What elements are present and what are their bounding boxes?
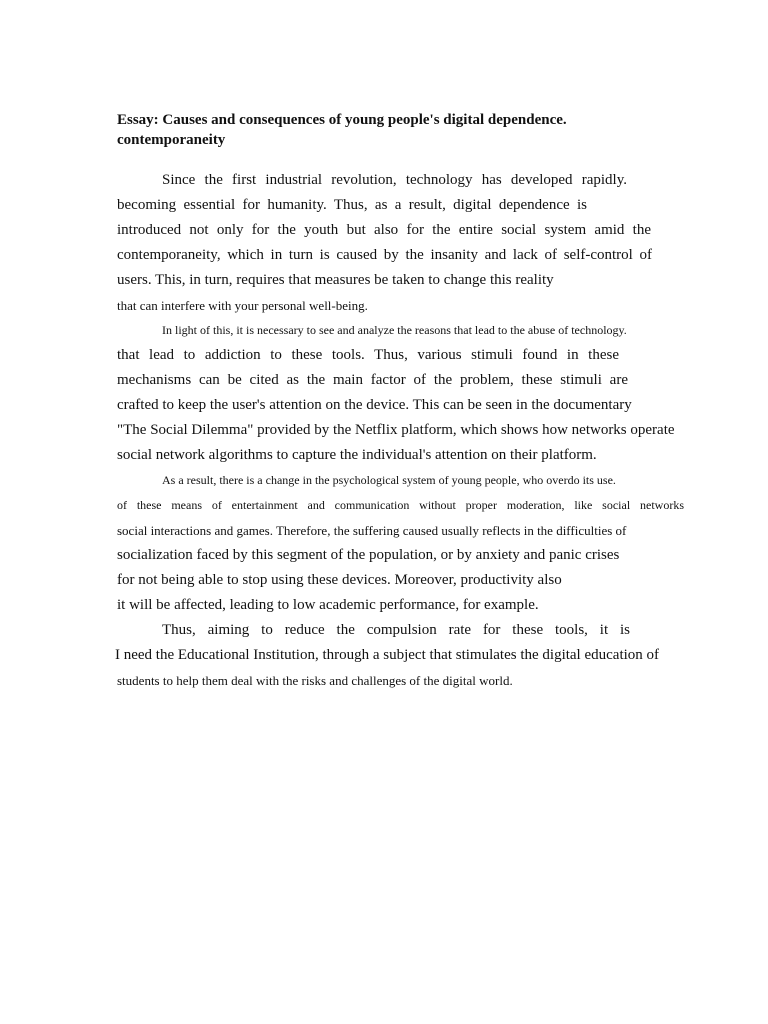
title-line-1: Essay: Causes and consequences of young people's digital dependence. xyxy=(117,112,567,128)
text-line: Thus, aiming to reduce the compulsion rate for these tools, it is xyxy=(162,622,630,638)
essay-title xyxy=(117,110,717,150)
title-line-2: contemporaneity xyxy=(117,132,226,148)
text-line: "The Social Dilemma" provided by the Netflix platform, which shows how networks operate xyxy=(117,422,675,438)
text-line: it will be affected, leading to low academic performance, for example. xyxy=(117,597,539,613)
text-line: that lead to addiction to these tools. Thus, various stimuli found in these xyxy=(117,347,619,363)
text-line: mechanisms can be cited as the main factor of the problem, these stimuli are xyxy=(117,372,628,388)
text-line: introduced not only for the youth but also for the entire social system amid the xyxy=(117,222,651,238)
text-line: I need the Educational Institution, through a subject that stimulates the digital education of xyxy=(115,647,660,663)
text-line: contemporaneity, which in turn is caused by the insanity and lack of self-control of xyxy=(117,247,652,263)
text-line: socialization faced by this segment of the population, or by anxiety and panic crises xyxy=(117,547,620,563)
text-line: students to help them deal with the risks and challenges of the digital world. xyxy=(117,673,513,688)
text-line: crafted to keep the user's attention on the device. This can be seen in the documentary xyxy=(117,397,632,413)
text-line: social network algorithms to capture the individual's attention on their platform. xyxy=(117,447,597,463)
text-line: that can interfere with your personal well-being. xyxy=(117,298,368,313)
text-line: social interactions and games. Therefore, the suffering caused usually reflects in the difficulties of xyxy=(117,523,627,538)
text-line: for not being able to stop using these devices. Moreover, productivity also xyxy=(117,572,562,588)
text-line: Since the first industrial revolution, technology has developed rapidly. xyxy=(162,172,627,188)
text-line: As a result, there is a change in the psychological system of young people, who overdo its use. xyxy=(162,473,616,487)
text-line: users. This, in turn, requires that measures be taken to change this reality xyxy=(117,272,554,288)
text-line: In light of this, it is necessary to see and analyze the reasons that lead to the abuse of technology. xyxy=(162,323,627,337)
text-line: of these means of entertainment and communication without proper moderation, like social networks xyxy=(117,498,684,512)
text-line: becoming essential for humanity. Thus, as a result, digital dependence is xyxy=(117,197,587,213)
essay-body xyxy=(117,168,710,693)
